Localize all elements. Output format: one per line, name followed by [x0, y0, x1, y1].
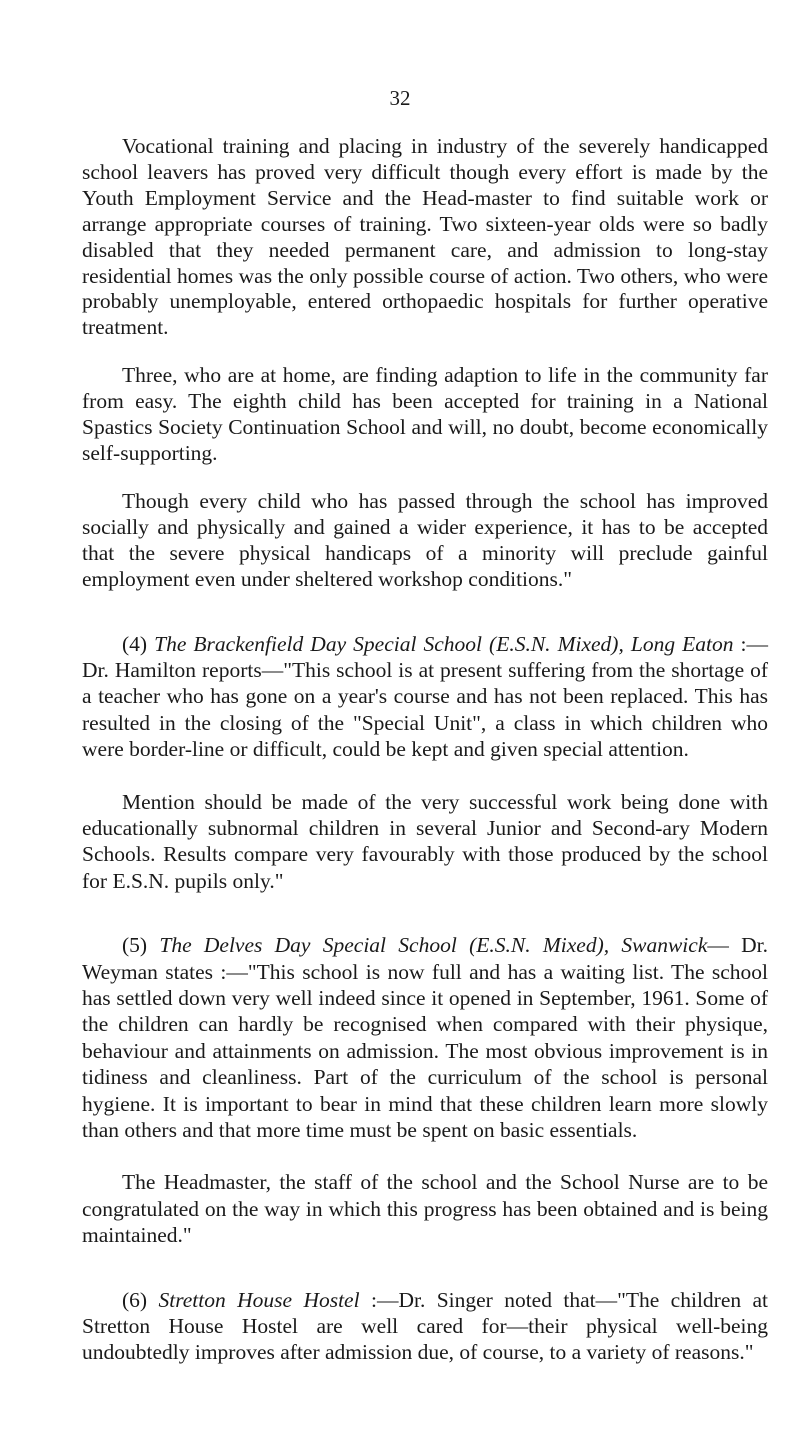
paragraph-vocational-training: Vocational training and placing in industry of the severely handicapped school leavers has proved very difficult though every effort is made by the Youth Employment Service and the Head-master to find suitable work or arrange appropriate courses of training. Two sixteen-year olds were so badly disabled that they needed permanent care, and admission to long-stay residential homes was the only possible course of action. Two others, who were probably unemployable, entered orthopaedic hospitals for further operative treatment. — [82, 134, 768, 340]
document-body — [82, 134, 768, 1366]
intro-block — [82, 134, 768, 593]
section-6-body: :—Dr. Singer noted that—"The children at Stretton House Hostel are well cared for—their physical well-being undoubtedly improves after admission due, of course, to a variety of reasons." — [82, 1287, 769, 1365]
section-4-paragraph — [82, 631, 768, 763]
section-5-paragraph — [82, 932, 768, 1143]
section-5-body: — Dr. Weyman states :—"This school is now full and has a waiting list. The school has settled down very well indeed since it opened in September, 1961. Some of the children can hardly be recognised when compared with their physique, behaviour and attainments on admission. The most obvious improvement is in tidiness and cleanliness. Part of the curriculum of the school is personal hygiene. It is important to bear in mind that these children learn more slowly than others and that more time must be spent on basic essentials. — [82, 933, 769, 1142]
section-4-paragraph-2: Mention should be made of the very successful work being done with educationally subnormal children in several Junior and Second-ary Modern Schools. Results compare very favourably with those produced by the school for E.S.N. pupils only." — [82, 789, 768, 893]
section-5-paragraph-2: The Headmaster, the staff of the school and the School Nurse are to be congratulated on the way in which this progress has been obtained and is being maintained." — [82, 1170, 768, 1248]
section-6-title: Stretton House Hostel — [158, 1287, 360, 1312]
section-4-body: :—Dr. Hamilton reports—"This school is at present suffering from the shortage of a teacher who has gone on a year's course and has not been replaced. This has resulted in the closing of the "Special Unit", a class in which children who were border-line or difficult, could be kept and given special attention. — [82, 631, 769, 762]
section-4-title: The Brackenfield Day Special School (E.S.N. Mixed), Long Eaton — [154, 631, 734, 656]
section-6-paragraph — [82, 1287, 768, 1366]
page-number: 32 — [389, 86, 411, 110]
section-4-number: (4) — [122, 631, 148, 656]
section-5-title: The Delves Day Special School (E.S.N. Mixed), Swanwick — [159, 933, 708, 958]
paragraph-school-improvement: Though every child who has passed through the school has improved socially and physically and gained a wider experience, it has to be accepted that the severe physical handicaps of a minority will preclude gainful employment even under sheltered workshop conditions." — [82, 488, 768, 591]
section-6-number: (6) — [122, 1287, 148, 1312]
section-5-number: (5) — [122, 933, 148, 958]
paragraph-three-at-home: Three, who are at home, are finding adaption to life in the community far from easy. The eighth child has been accepted for training in a National Spastics Society Continuation School and will, no doubt, become economically self-supporting. — [82, 363, 768, 465]
